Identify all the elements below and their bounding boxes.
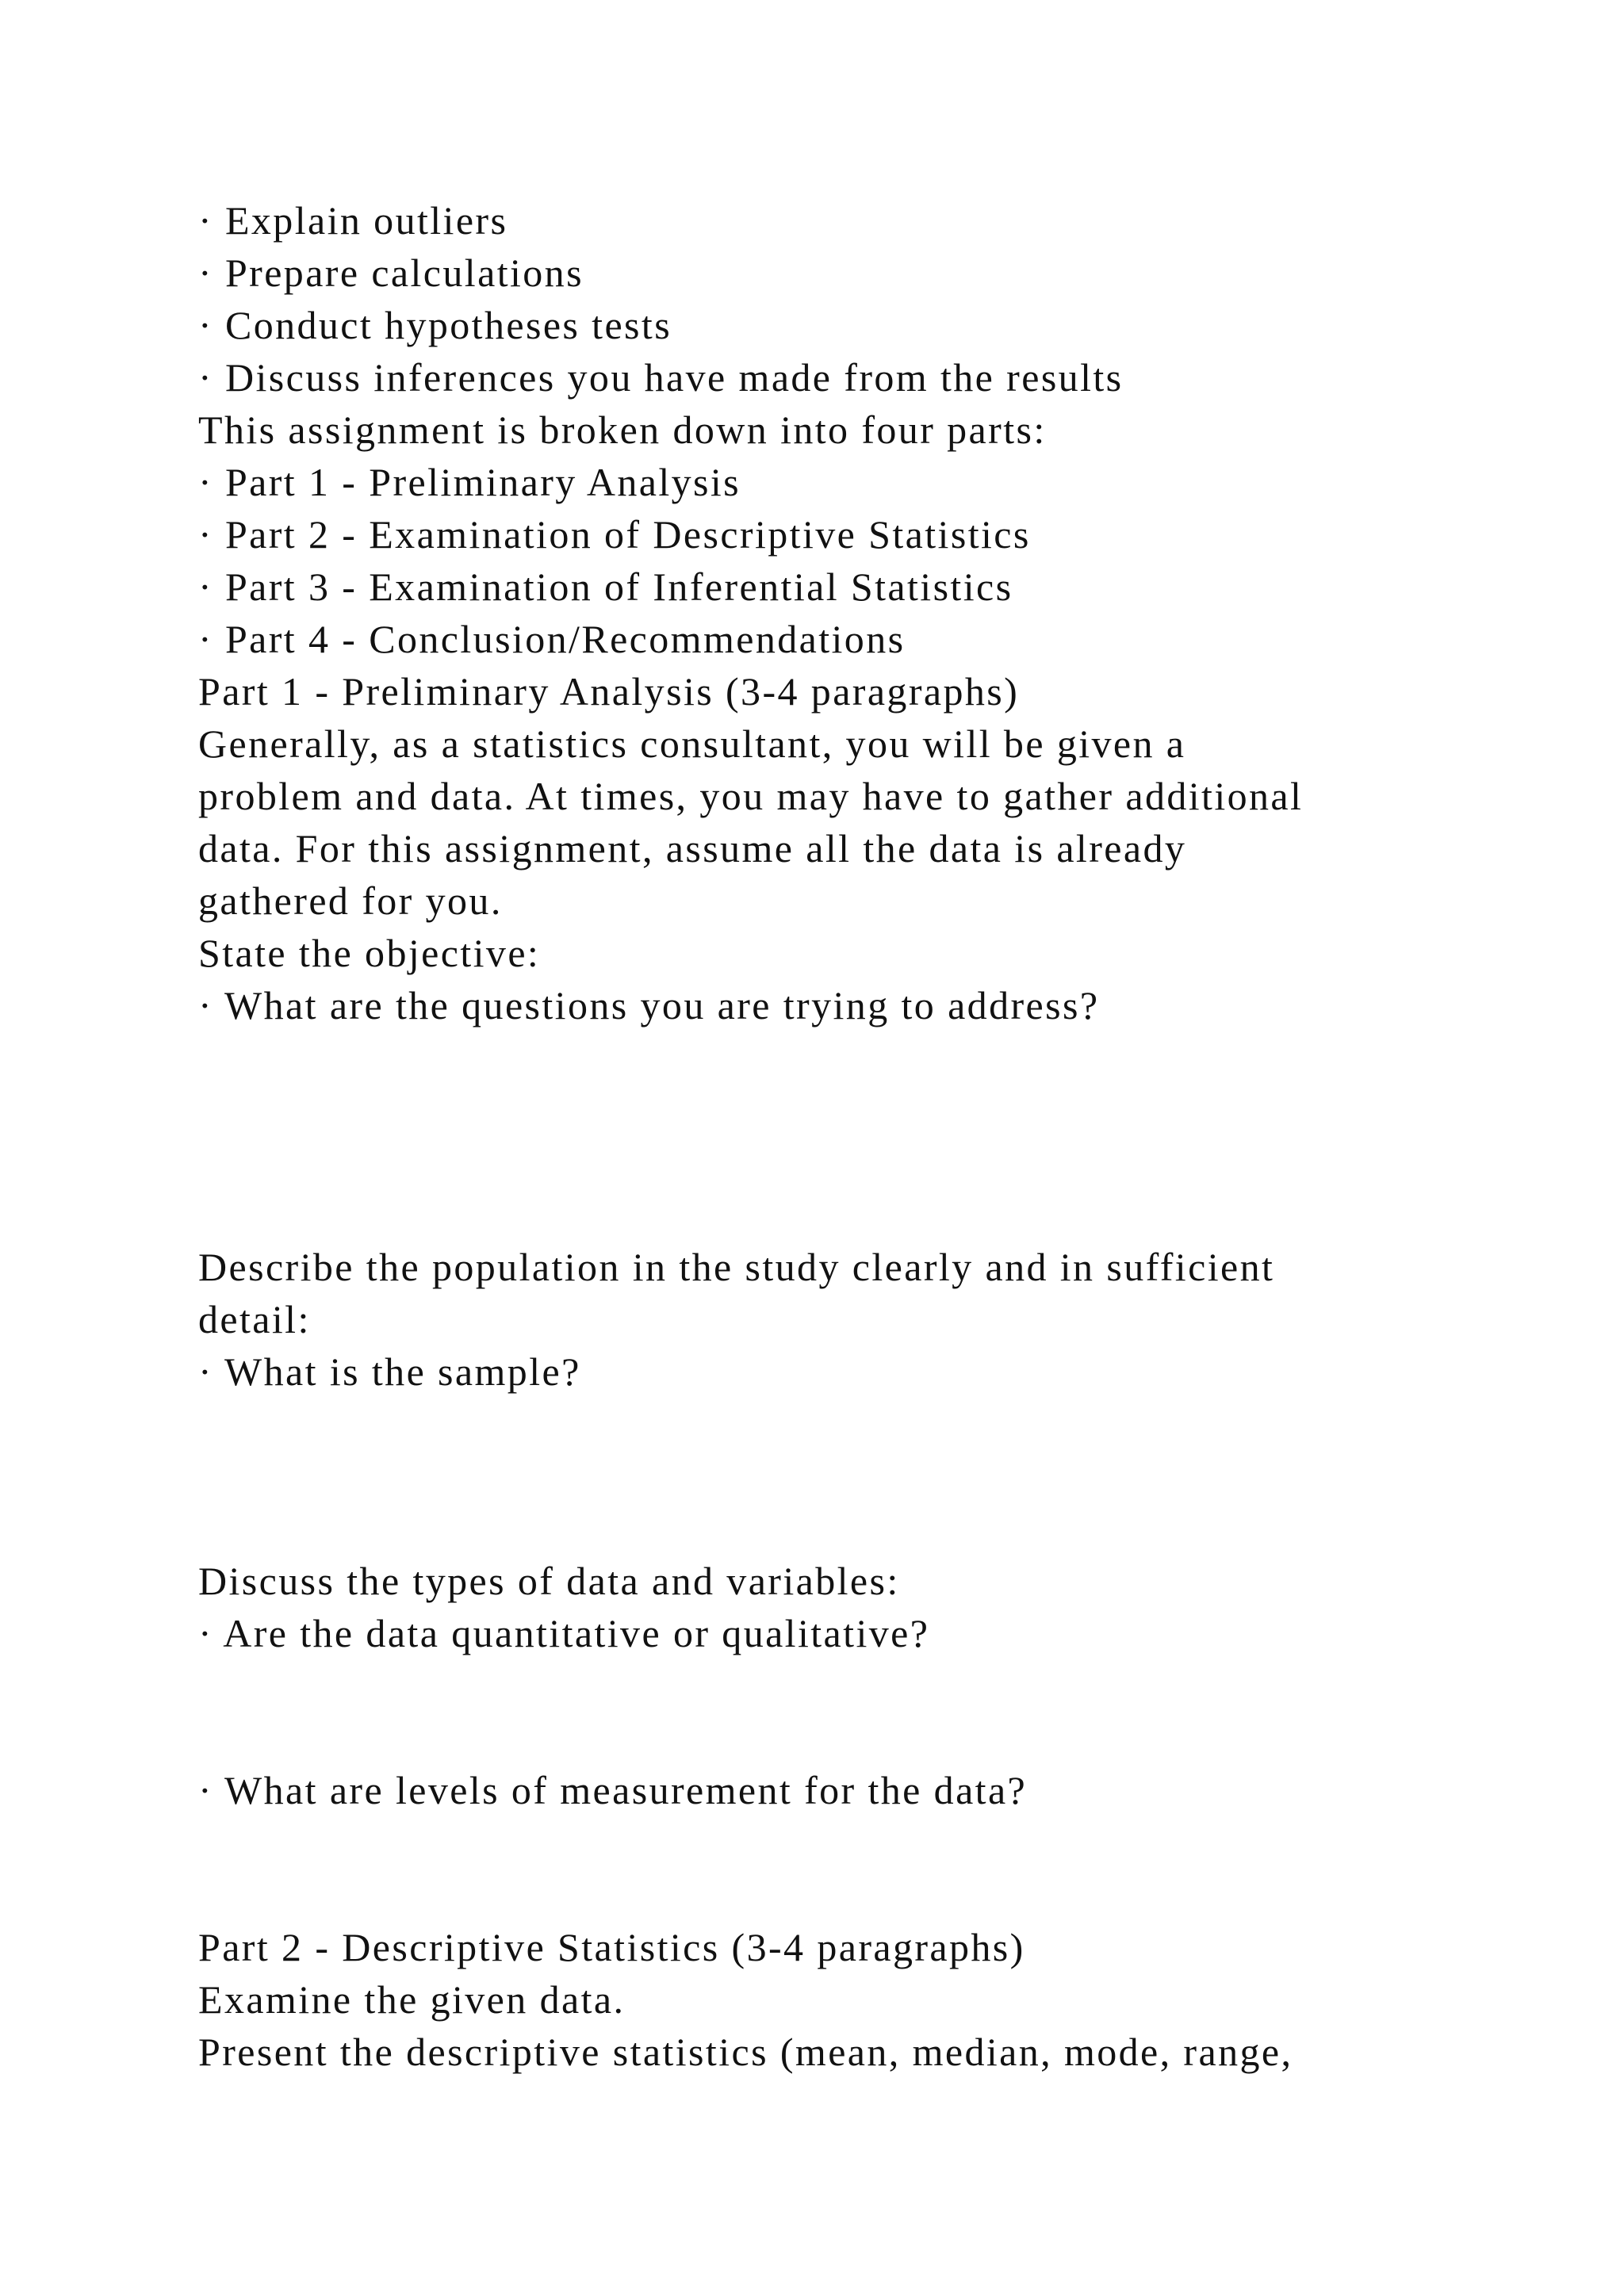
bullet-line: · Discuss inferences you have made from the results	[198, 355, 1124, 400]
section-heading: Part 2 - Descriptive Statistics (3-4 paragraphs)	[198, 1925, 1025, 1969]
paragraph-line: problem and data. At times, you may have to gather additional	[198, 774, 1304, 818]
question-line: · Are the data quantitative or qualitative?	[198, 1611, 930, 1655]
bullet-line: · Part 4 - Conclusion/Recommendations	[198, 617, 906, 661]
paragraph-line: Examine the given data.	[198, 1977, 626, 2022]
bullet-line: · Part 1 - Preliminary Analysis	[198, 460, 741, 504]
paragraph-line: Present the descriptive statistics (mean, median, mode, range,	[198, 2030, 1293, 2074]
bullet-line: · Part 3 - Examination of Inferential Statistics	[198, 564, 1013, 609]
paragraph-line: Generally, as a statistics consultant, you will be given a	[198, 721, 1186, 766]
question-line: · What are the questions you are trying to address?	[198, 983, 1100, 1027]
prompt-line: State the objective:	[198, 931, 541, 975]
question-line: · What is the sample?	[198, 1349, 581, 1394]
bullet-line: · Prepare calculations	[198, 251, 584, 295]
prompt-line: detail:	[198, 1297, 311, 1341]
section-heading: Part 1 - Preliminary Analysis (3-4 paragraphs)	[198, 669, 1020, 714]
bullet-line: · Conduct hypotheses tests	[198, 303, 672, 347]
blank-space	[198, 1398, 1507, 1555]
question-line: · What are levels of measurement for the data?	[198, 1768, 1028, 1812]
blank-space	[198, 1816, 1507, 1921]
bullet-line: · Explain outliers	[198, 198, 508, 243]
paragraph-line: data. For this assignment, assume all the data is already	[198, 826, 1187, 871]
blank-space	[198, 1031, 1507, 1241]
paragraph-line: gathered for you.	[198, 878, 503, 923]
bullet-line: · Part 2 - Examination of Descriptive Statistics	[198, 512, 1031, 557]
prompt-line: Discuss the types of data and variables:	[198, 1559, 900, 1603]
text-line: This assignment is broken down into four parts:	[198, 408, 1047, 452]
document-body	[198, 194, 1507, 2078]
blank-space	[198, 1659, 1507, 1764]
prompt-line: Describe the population in the study clearly and in sufficient	[198, 1245, 1275, 1289]
